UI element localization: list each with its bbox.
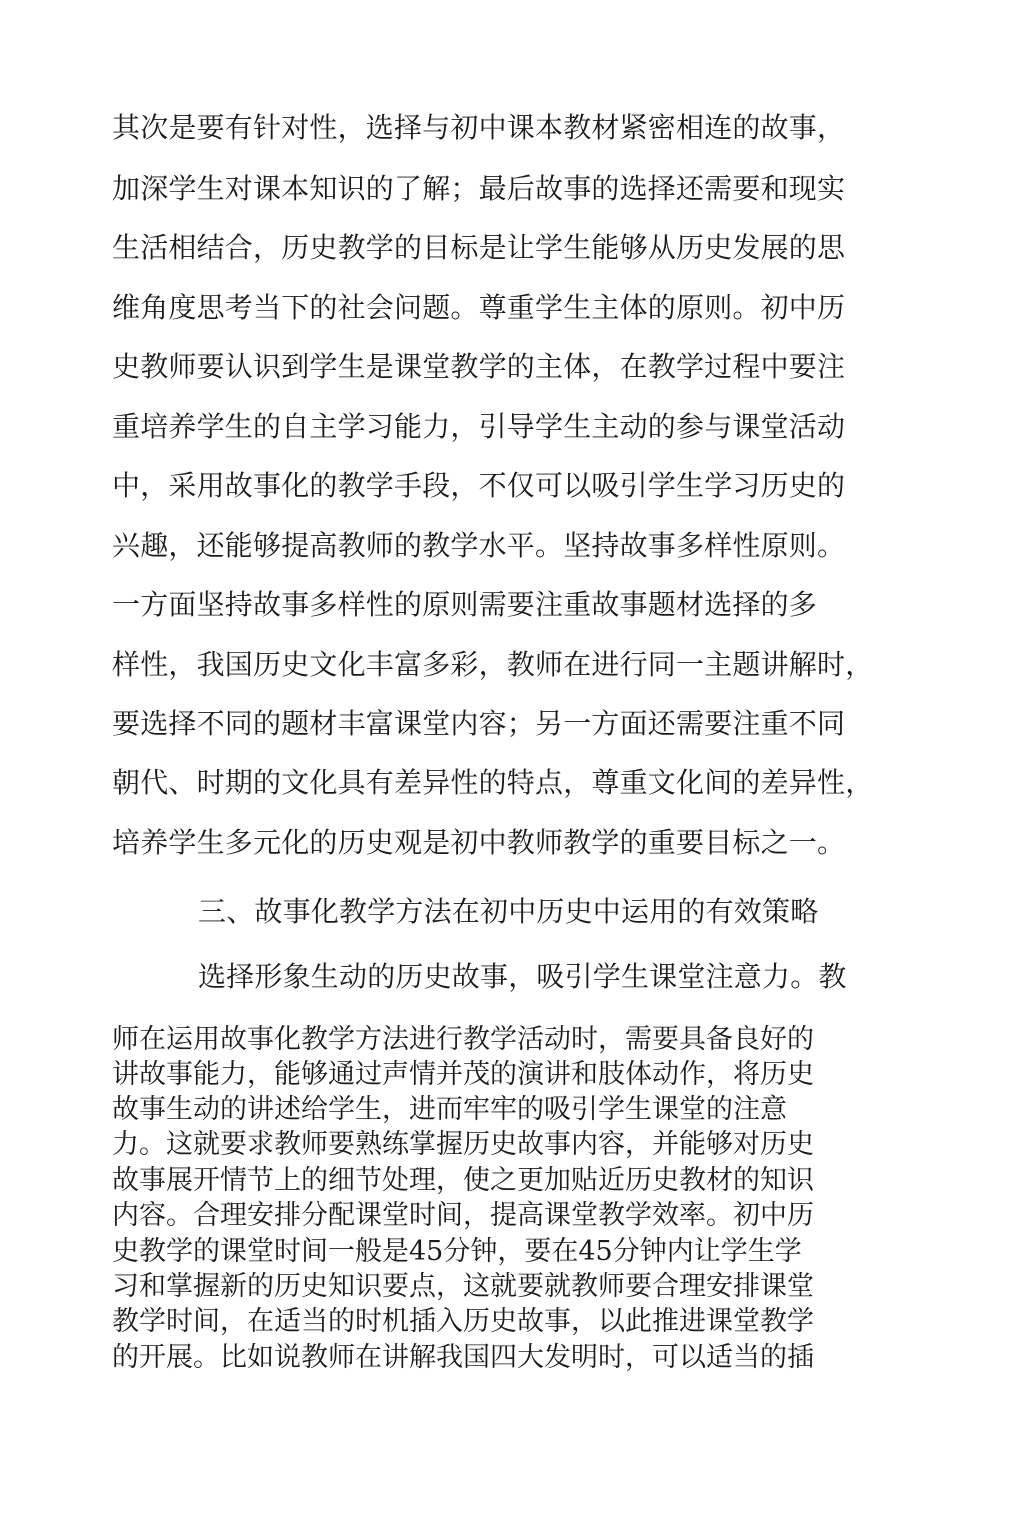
section-heading: 三、故事化教学方法在初中历史中运用的有效策略	[198, 895, 819, 928]
text-line: 力。这就要求教师要熟练掌握历史故事内容，并能够对历史	[112, 1129, 814, 1160]
text-line: 其次是要有针对性，选择与初中课本教材紧密相连的故事，	[112, 111, 846, 144]
paragraph-first-line: 选择形象生动的历史故事，吸引学生课堂注意力。教	[198, 960, 847, 993]
text-line: 史教师要认识到学生是课堂教学的主体，在教学过程中要注	[112, 350, 846, 383]
text-line: 重培养学生的自主学习能力，引导学生主动的参与课堂活动	[112, 410, 846, 443]
text-line: 生活相结合，历史教学的目标是让学生能够从历史发展的思	[112, 231, 846, 264]
text-line: 史教学的课堂时间一般是45分钟，要在45分钟内让学生学	[112, 1236, 802, 1267]
text-line: 习和掌握新的历史知识要点，这就要就教师要合理安排课堂	[112, 1271, 814, 1302]
text-line: 内容。合理安排分配课堂时间，提高课堂教学效率。初中历	[112, 1200, 814, 1231]
text-line: 故事展开情节上的细节处理，使之更加贴近历史教材的知识	[112, 1165, 814, 1196]
text-line: 维角度思考当下的社会问题。尊重学生主体的原则。初中历	[112, 291, 846, 324]
text-line: 兴趣，还能够提高教师的教学水平。坚持故事多样性原则。	[112, 529, 846, 562]
text-line: 样性，我国历史文化丰富多彩，教师在进行同一主题讲解时，	[112, 648, 874, 681]
text-line: 加深学生对课本知识的了解；最后故事的选择还需要和现实	[112, 172, 846, 205]
text-line: 讲故事能力，能够通过声情并茂的演讲和肢体动作，将历史	[112, 1059, 814, 1090]
text-line: 的开展。比如说教师在讲解我国四大发明时，可以适当的插	[112, 1342, 814, 1373]
text-line: 朝代、时期的文化具有差异性的特点，尊重文化间的差异性，	[112, 766, 874, 799]
text-line: 教学时间，在适当的时机插入历史故事，以此推进课堂教学	[112, 1306, 814, 1337]
text-line: 培养学生多元化的历史观是初中教师教学的重要目标之一。	[112, 826, 846, 859]
text-line: 故事生动的讲述给学生，进而牢牢的吸引学生课堂的注意	[112, 1094, 787, 1125]
text-line: 要选择不同的题材丰富课堂内容；另一方面还需要注重不同	[112, 707, 846, 740]
text-line: 一方面坚持故事多样性的原则需要注重故事题材选择的多	[112, 588, 818, 621]
text-line: 中，采用故事化的教学手段，不仅可以吸引学生学习历史的	[112, 469, 846, 502]
text-line: 师在运用故事化教学方法进行教学活动时，需要具备良好的	[112, 1024, 814, 1055]
